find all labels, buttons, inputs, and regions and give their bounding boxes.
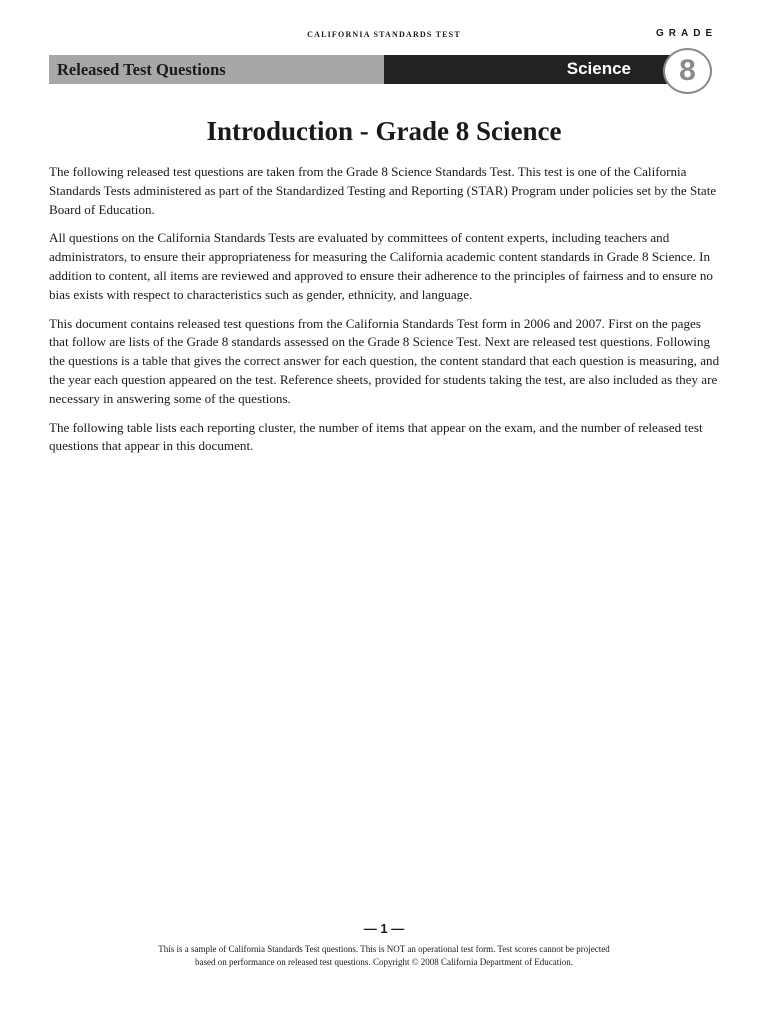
banner-title: Released Test Questions	[57, 60, 226, 79]
grade-number-badge: 8	[663, 48, 712, 94]
paragraph-1: The following released test questions are taken from the Grade 8 Science Standards Test. This test is one of the California Standards Tests administered as part of the Standardized Testing and Reporting (STAR) Program under policies set by the State Board of Education.	[49, 164, 717, 217]
body-content	[49, 163, 721, 466]
page-title: Introduction - Grade 8 Science	[206, 116, 562, 146]
footer-line-2: based on performance on released test questions. Copyright © 2008 California Department of Education.	[195, 956, 573, 967]
banner-right	[384, 55, 674, 84]
footer-disclaimer	[0, 943, 768, 968]
banner-left	[49, 55, 384, 84]
paragraph-2: All questions on the California Standards Tests are evaluated by committees of content experts, including teachers and administrators, to ensure their appropriateness for measuring the California academic content standards in Grade 8 Science. In addition to content, all items are reviewed and approved to ensure their adherence to the principles of fairness and to ensure no bias exists with respect to characteristics such as gender, ethnicity, and language.	[49, 230, 713, 302]
paragraph-4: The following table lists each reporting cluster, the number of items that appear on the exam, and the number of released test questions that appear in this document.	[49, 419, 703, 454]
paragraph-3: This document contains released test questions from the California Standards Test form in 2006 and 2007. First on the pages that follow are lists of the Grade 8 standards assessed on the Grade 8 Science Test. Next are released test questions. Following the questions is a table that gives the correct answer for each question, the content standard that each question is measuring, and the year each question appeared on the test. Reference sheets, provided for students taking the test, are also included as they are necessary in answering some of the questions.	[49, 315, 720, 406]
page-number: — 1 —	[363, 921, 405, 936]
running-header: CALIFORNIA STANDARDS TEST	[307, 30, 461, 39]
footer-line-1: This is a sample of California Standards Test questions. This is NOT an operational test form. Test scores cannot be projected	[158, 944, 610, 954]
grade-label: GRADE	[656, 28, 718, 39]
subject-label: Science	[566, 59, 631, 78]
